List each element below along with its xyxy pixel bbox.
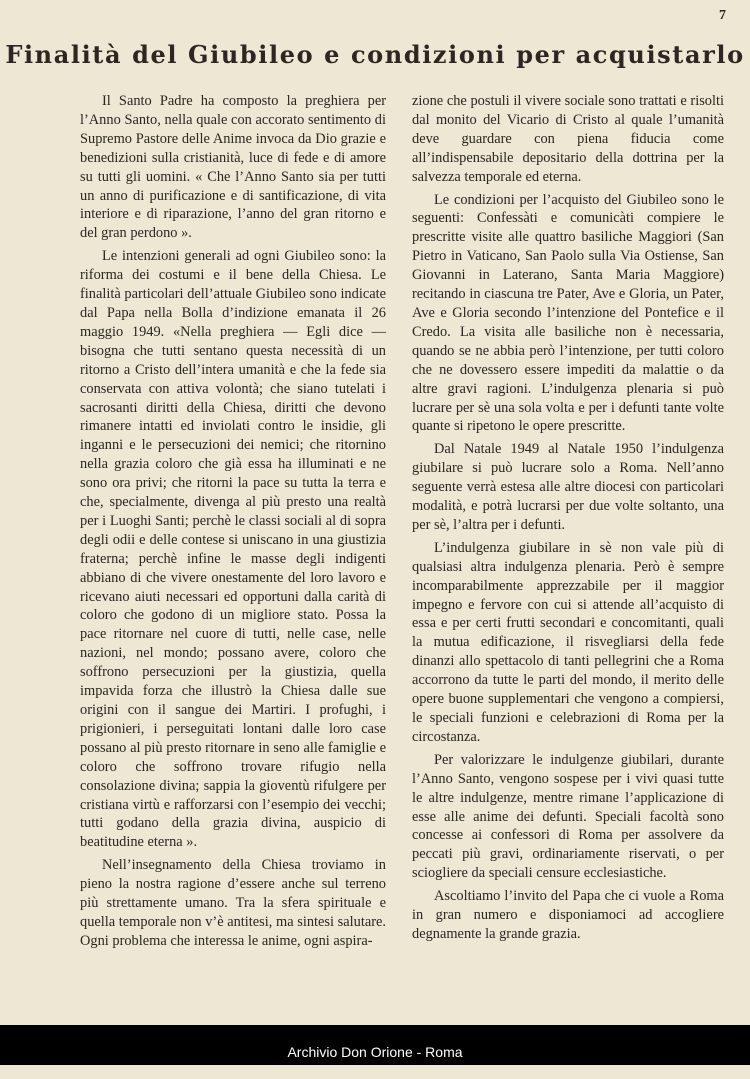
article-title: Finalità del Giubileo e condizioni per acquistarlo	[5, 40, 745, 69]
paragraph-invitation: Ascoltiamo l’invito del Papa che ci vuole a Roma in gran numero e disponiamoci ad accogliere degnamente la grande grazia.	[412, 888, 724, 942]
paragraph-suspension: Per valorizzare le indulgenze giubilari, durante l’Anno Santo, vengono sospese per i vivi quasi tutte le altre indulgenze, mentre rimane l’applicazione di esse alle anime dei defunti. Speciali facoltà sono concesse ai confessori di Roma per assolvere da peccati più gravi, ordinariamente riservati, o per sciogliere da speciali censure ecclesiastiche.	[412, 751, 724, 882]
paragraph-conditions: Le condizioni per l’acquisto del Giubileo sono le seguenti: Confessàti e comunicàti compiere le prescritte visite alle quattro basiliche Maggiori (San Pietro in Vaticano, San Paolo sulla Via Ostiense, San Giovanni in Laterano, Santa Maria Maggiore) recitando in ciascuna tre Pater, Ave e Gloria, un Pater, Ave e Gloria secondo l’intenzione del Pontefice e il Credo. La visita alle basiliche non è necessaria, quando se ne abbia però l’intenzione, per tutti coloro che ne dovessero essere impediti da malattie o da altre gravi ragioni. L’indulgenza plenaria si può lucrare per sè una sola volta e per i defunti tante volte quante si ripetono le opere prescritte.	[412, 191, 724, 435]
archive-footer: Archivio Don Orione - Roma	[0, 1025, 750, 1065]
paragraph-intro: Il Santo Padre ha composto la preghiera per l’Anno Santo, nella quale con accorato sentimento di Supremo Pastore delle Anime invoca da Dio grazie e benedizioni sulla cristianità, luce di fede e di amore su tutti gli uomini. « Che l’Anno Santo sia per tutti un anno di purificazione e di santificazione, di vita interiore e di riparazione, l’anno del gran ritorno e del gran perdono ».	[80, 93, 386, 242]
right-column	[412, 92, 724, 944]
paragraph-indulgence-value: L’indulgenza giubilare in sè non vale più di qualsiasi altra indulgenza plenaria. Però è sempre incomparabilmente apprezzabile per il maggior impegno e fervore con cui si attende all’acquisto di essa e per certi frutti secondari e concomitanti, quali la mutua edificazione, il risvegliarsi della fede dinanzi allo spettacolo di tanti pellegrini che a Roma accorrono da tutte le parti del mondo, il merito delle opere buone supplementari che vengono a compiersi, le speciali funzioni e celebrazioni di Roma per la circostanza.	[412, 539, 724, 745]
page-number: 7	[719, 8, 726, 23]
paragraph-teaching: Nell’insegnamento della Chiesa troviamo in pieno la nostra ragione d’essere anche sul terreno più strettamente umano. Tra la sfera spirituale e quella temporale non v’è antitesi, ma sintesi salutare. Ogni problema che interessa le anime, ogni aspira-	[80, 857, 386, 949]
paragraph-christmas-dates: Dal Natale 1949 al Natale 1950 l’indulgenza giubilare si può lucrare solo a Roma. Nell’anno seguente verrà estesa alle altre diocesi con particolari modalità, e potrà lucrarsi per due volte soltanto, una per sè, l’altra per i defunti.	[412, 441, 724, 533]
paragraph-intentions: Le intenzioni generali ad ogni Giubileo sono: la riforma dei costumi e il bene della Chiesa. Le finalità particolari dell’attuale Giubileo sono indicate dal Papa nella Bolla d’indizione emanata il 26 maggio 1949. «Nella preghiera — Egli dice — bisogna che tutti sentano questa necessità di un ritorno a Cristo dell’intera umanità e che la fede sia conservata con attiva volontà; che siano tutelati i sacrosanti diritti della Chiesa, diritti che devono rimanere intatti ed inviolati contro le insidie, gli inganni e le persecuzioni dei nemici; che ritornino nella grazia coloro che già essa ha illuminati e ne sono ora privi; che ritorni la pace su tutta la terra e che, specialmente, divenga al più presto una realtà per i Luoghi Santi; perchè le classi sociali al di sopra degli odii e delle contese si uniscano in una giustizia fraterna; perchè infine le masse degli indigenti abbiano di che vivere onestamente del loro lavoro e ricevano aiuti necessari ed opportuni dalla carità di coloro che godono di un migliore stato. Possa la pace ritornare nel cuore di tutti, nelle case, nelle nazioni, nel mondo; possano avere, coloro che soffrono persecuzioni per la giustizia, quella impavida forza che illustrò la Chiesa dalle sue origini con il sangue dei Martiri. I profughi, i prigionieri, i perseguitati lontani dalle loro case possano al più presto ritornare in seno alle famiglie e coloro che soffrono trovare rifugio nella consolazione divina; sappia la gioventù rifulgere per cristiana virtù e rafforzarsi con l’esempio dei vecchi; tutti godano della grazia divina, auspicio di beatitudine eterna ».	[80, 248, 386, 851]
paragraph-continuation: zione che postuli il vivere sociale sono trattati e risolti dal monito del Vicario di Cristo al quale l’umanità deve guardare con piena fiducia come all’indispensabile depositario della dottrina per la salvezza temporale ed eterna.	[412, 93, 724, 185]
left-column	[80, 92, 386, 951]
